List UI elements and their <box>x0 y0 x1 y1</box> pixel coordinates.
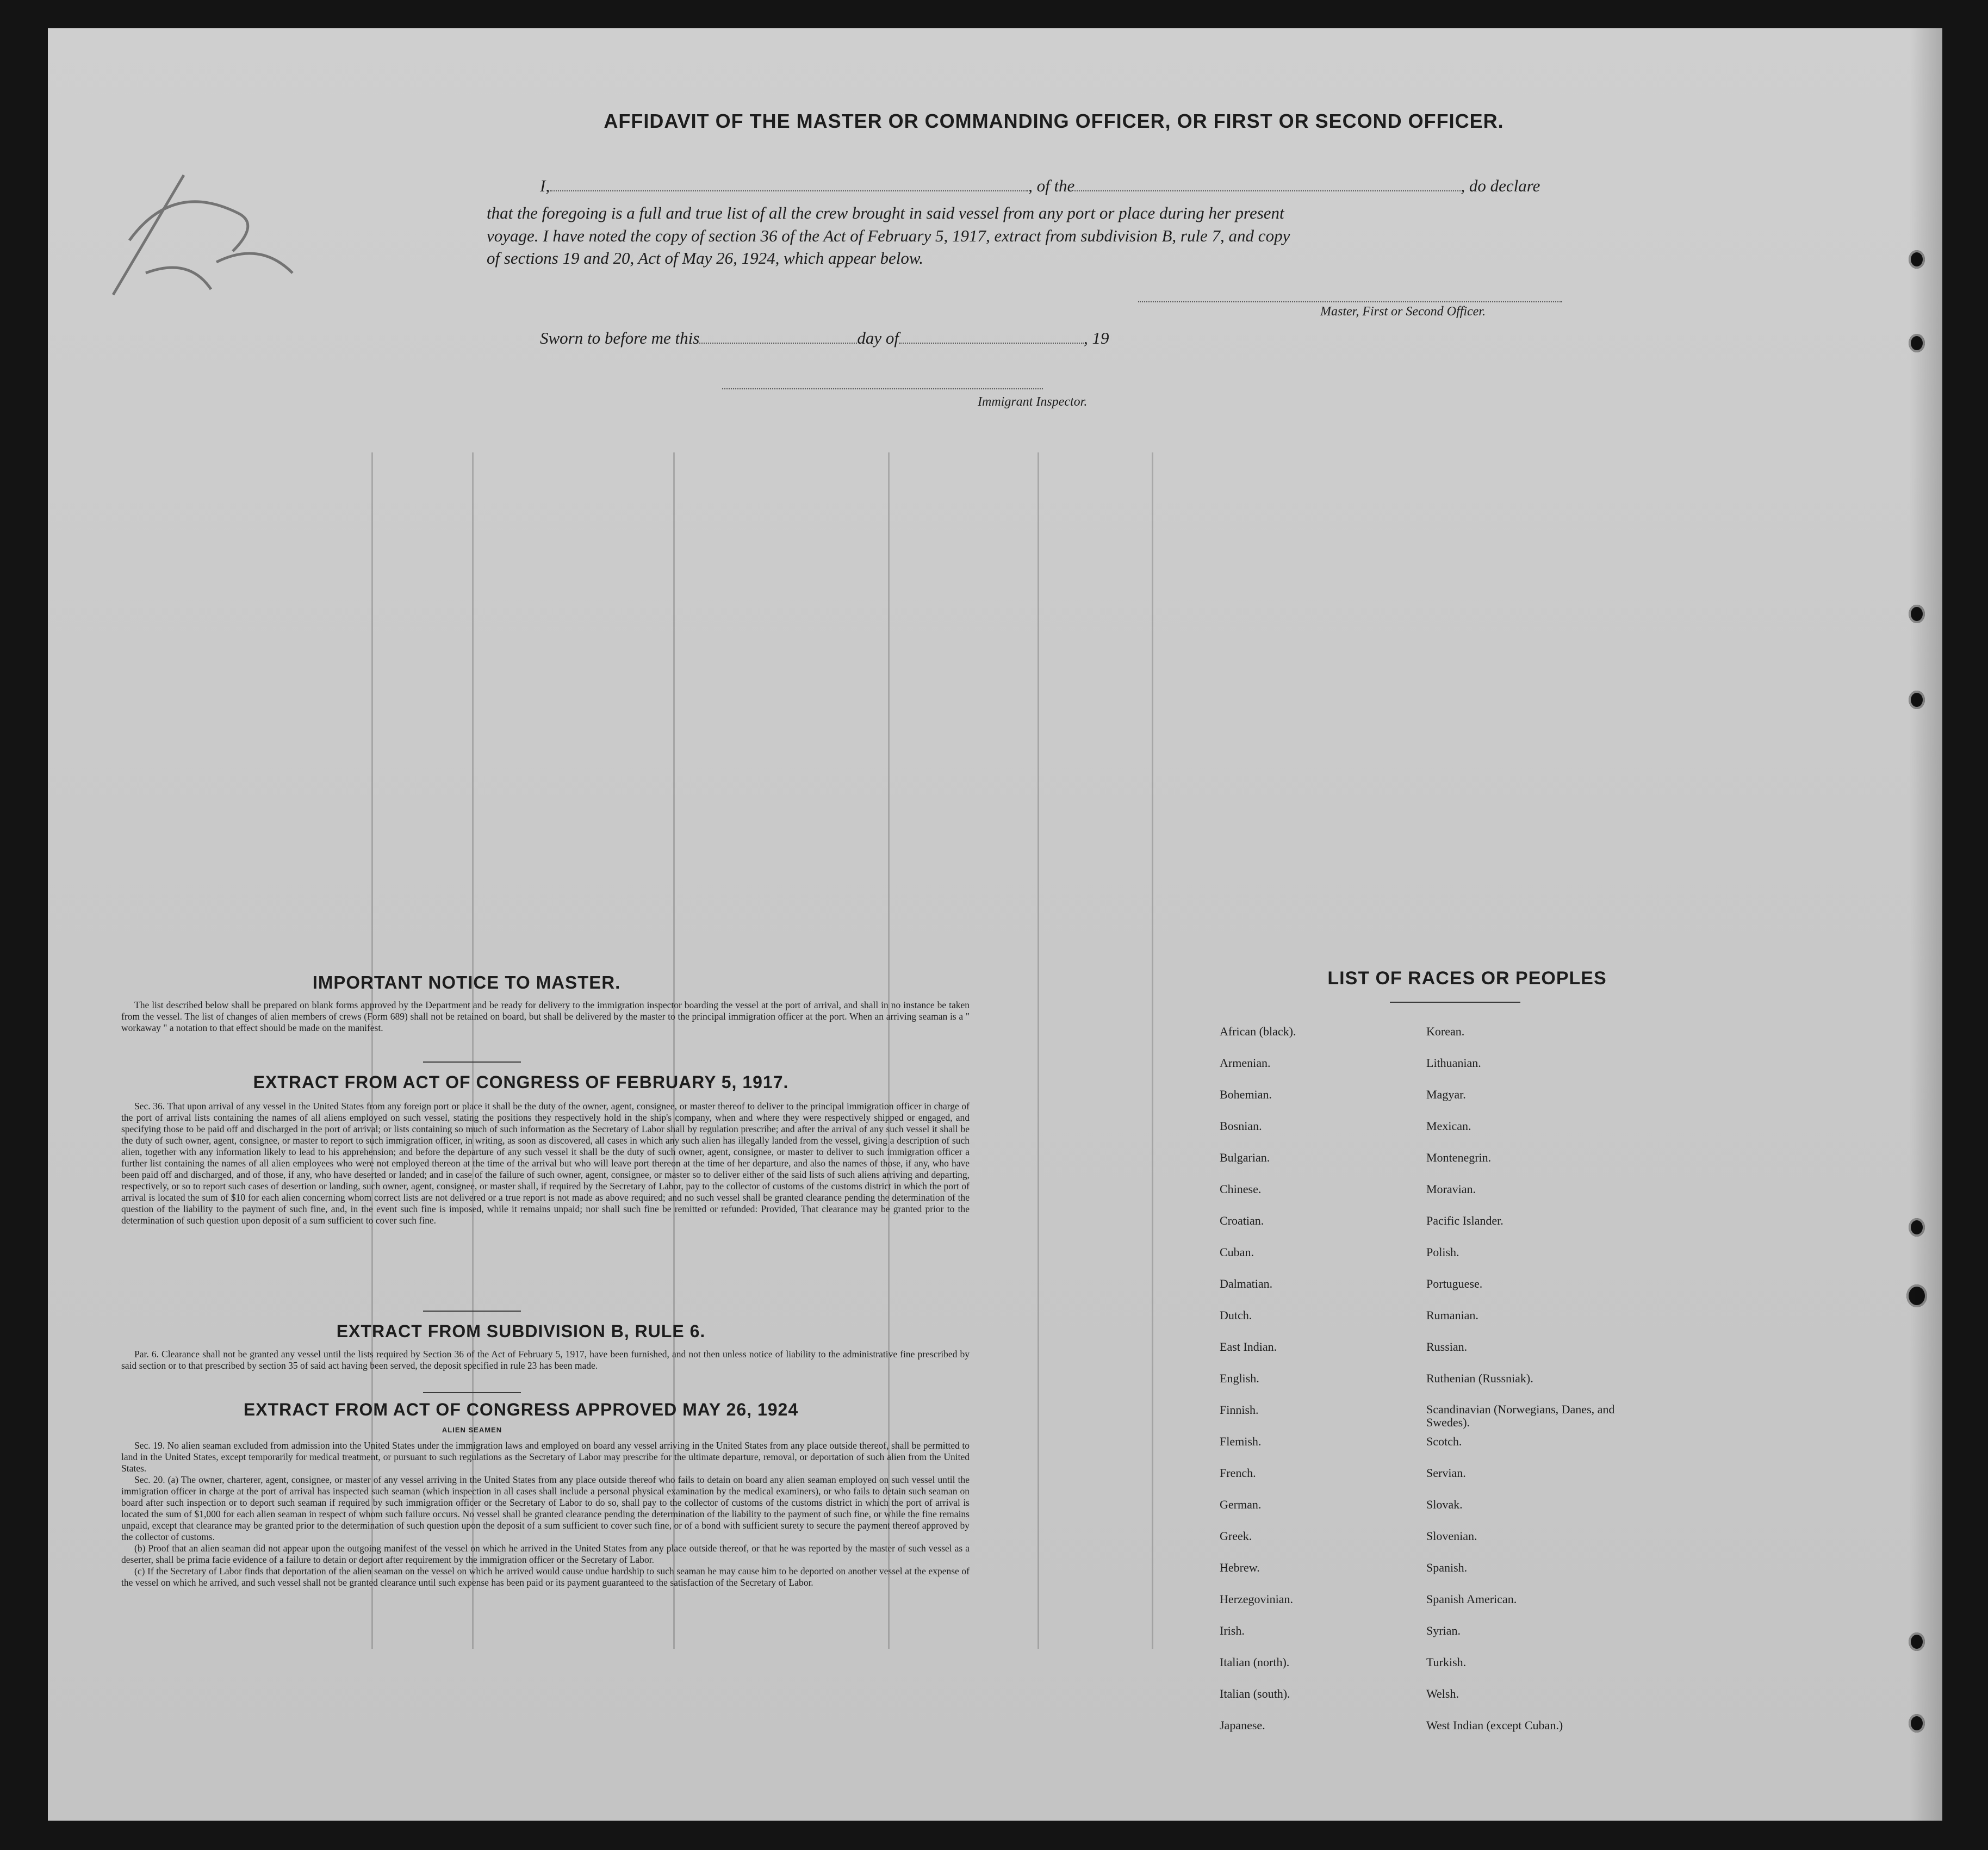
race-item: Magyar. <box>1426 1088 1466 1101</box>
race-item: African (black). <box>1220 1025 1296 1038</box>
extract-rule6-title: EXTRACT FROM SUBDIVISION B, RULE 6. <box>336 1321 706 1341</box>
race-item: Greek. <box>1220 1529 1252 1543</box>
notice-title: IMPORTANT NOTICE TO MASTER. <box>312 972 621 992</box>
extract-1924-text: Sec. 19. No alien seaman excluded from admission into the United States under the immigration laws and employed on board any vessel arriving in the United States from any place outside thereof, shall be permitted to land in the United States, except temporarily for medical treatment, or pursuant to such regulations as the Secretary of Labor may prescribe for the ultimate departure, removal, or deportation of such alien from the United States. Sec. 20. (a) The owner, charterer, agent, consignee, or master of any vessel arriving in the United States from any place outside thereof who fails to detain on board any alien seaman employed on such vessel until the immigration officer in charge at the port of arrival has inspected such seaman (which inspection in all cases shall include a personal physical examination by the medical examiners), or who fails to detain such seaman on board after such inspection or to deport such seaman if required by such immigration officer or the Secretary of Labor to do so, shall pay to the collector of customs of the customs district in which the port of arrival is located the sum of $1,000 for each alien seaman in respect of whom such failure occurs. No vessel shall be granted clearance pending the determination of the liability to the payment of such fine, or while the fine remains unpaid, except that clearance may be granted prior to the determination of such question upon the deposit of a sum sufficient to cover such fine, or of a bond with sufficient surety to secure the payment thereof approved by the collector of customs. (b) Proof that an alien seaman did not appear upon the outgoing manifest of the vessel on which he arrived in the United States from any place outside thereof, or that he was reported by the master of such vessel as a deserter, shall be prima facie evidence of a failure to detain or deport after requirement by the immigration officer or the Secretary of Labor. (c) If the Secretary of Labor finds that deportation of the alien seaman on the vessel on which he arrived would cause undue hardship to such seaman he may cause him to be deported on another vessel at the expense of the vessel on which he arrived, and such vessel shall not be granted clearance until such expense has been paid or its payment guaranteed to the satisfaction of the Secretary of Labor. <box>121 1440 970 1588</box>
race-item: Syrian. <box>1426 1624 1461 1637</box>
race-item: Scandinavian (Norwegians, Danes, and Swedes). <box>1426 1402 1615 1429</box>
race-item: Bosnian. <box>1220 1119 1262 1133</box>
race-item: Scotch. <box>1426 1435 1462 1448</box>
race-item: Korean. <box>1426 1025 1465 1038</box>
race-item: Welsh. <box>1426 1687 1459 1700</box>
divider <box>423 1311 521 1312</box>
race-item: Irish. <box>1220 1624 1245 1637</box>
race-item: Dutch. <box>1220 1308 1252 1322</box>
divider <box>423 1061 521 1063</box>
handwritten-mark <box>97 132 325 311</box>
bleed-line <box>1038 452 1039 1649</box>
race-item: Italian (south). <box>1220 1687 1290 1700</box>
race-item: East Indian. <box>1220 1340 1277 1354</box>
race-item: Rumanian. <box>1426 1308 1478 1322</box>
race-item: Finnish. <box>1220 1403 1259 1417</box>
race-item: Lithuanian. <box>1426 1056 1481 1070</box>
divider <box>1390 1002 1520 1003</box>
race-item: Slovak. <box>1426 1498 1463 1511</box>
race-item: Herzegovinian. <box>1220 1592 1293 1606</box>
page-edge-shadow <box>1910 28 1942 1821</box>
race-item: Portuguese. <box>1426 1277 1483 1290</box>
extract-1917-text: Sec. 36. That upon arrival of any vessel in the United States from any foreign port or place it shall be the duty of the owner, agent, consignee, or master thereof to deliver to the principal immigration officer in charge of the port of arrival lists containing the names of all aliens employed on such vessel, stating the positions they respectively hold in the ship's company, when and where they were respectively shipped or engaged, and specifying those to be paid off and discharged in the port of arrival; or lists containing so much of such information as the Secretary of Labor shall by regulation prescribe; and after the arrival of any such vessel it shall be the duty of such owner, agent, consignee, or master to report to such immigration officer, in writing, as soon as discovered, all cases in which any such alien has illegally landed from the vessel, giving a description of such alien, together with any information likely to lead to his apprehension; and before the departure of any such vessel it shall be the duty of such owner, agent, consignee, or master to deliver to such immigration officer a further list containing the names of all alien employees who were not employed thereon at the time of the arrival but who will leave port thereon at the time of her departure, and also the names of those, if any, who have been paid off and discharged, and of those, if any, who have deserted or landed; and in case of the failure of such owner, agent, consignee, or master so to deliver either of the said lists of such aliens arriving and departing, respectively, or so to report such cases of desertion or landing, such owner, agent, consignee, or master shall, if required by the Secretary of Labor, pay to the collector of customs of the customs district in which the port of arrival is located the sum of $10 for each alien concerning whom correct lists are not delivered or a true report is not made as above required; and no such vessel shall be granted clearance pending the determination of the question of the liability to the payment of such fine, and, in the event such fine is imposed, while it remains unpaid; nor shall such fine be remitted or refunded: Provided, That clearance may be granted prior to the determination of such question upon deposit of a sum sufficient to cover such fine. <box>121 1101 970 1226</box>
race-item: Pacific Islander. <box>1426 1214 1504 1227</box>
signature-label: Master, First or Second Officer. <box>1320 305 1486 319</box>
notice-text: The list described below shall be prepared on blank forms approved by the Department and be ready for delivery to the immigration inspector boarding the vessel at the port of arrival, and shall in no instance be taken from the vessel. The list of changes of alien members of crews (Form 689) shall not be retained on board, but shall be delivered by the master to the principal immigration officer at the port. When an arriving seaman is a " workaway " a notation to that effect should be made on the manifest. <box>121 1000 970 1033</box>
sworn-line: Sworn to before me this day of , 19 <box>540 328 1109 347</box>
race-item: Japanese. <box>1220 1718 1265 1732</box>
race-item: Turkish. <box>1426 1655 1467 1669</box>
race-item: Armenian. <box>1220 1056 1271 1070</box>
race-item: English. <box>1220 1371 1259 1385</box>
race-item: Chinese. <box>1220 1182 1262 1196</box>
race-item: German. <box>1220 1498 1262 1511</box>
affidavit-title: AFFIDAVIT OF THE MASTER OR COMMANDING OFFICER, OR FIRST OR SECOND OFFICER. <box>604 110 1504 132</box>
race-item: Servian. <box>1426 1466 1466 1480</box>
race-item: Croatian. <box>1220 1214 1264 1227</box>
race-item: West Indian (except Cuban.) <box>1426 1718 1563 1732</box>
bleed-line <box>1152 452 1153 1649</box>
race-item: Mexican. <box>1426 1119 1471 1133</box>
race-item: Polish. <box>1426 1245 1459 1259</box>
race-item: Russian. <box>1426 1340 1468 1354</box>
inspector-label: Immigrant Inspector. <box>978 395 1088 409</box>
divider <box>423 1392 521 1393</box>
race-item: Ruthenian (Russniak). <box>1426 1371 1533 1385</box>
extract-1917-title: EXTRACT FROM ACT OF CONGRESS OF FEBRUARY 5, 1917. <box>253 1072 789 1092</box>
document-page <box>48 28 1942 1821</box>
races-right-column <box>1426 1025 1655 1750</box>
extract-rule6-text: Par. 6. Clearance shall not be granted any vessel until the lists required by Section 36 of the Act of February 5, 1917, have been furnished, and not then unless notice of liability to the administrative fine prescribed by said section or to that prescribed by section 35 of said act having been served, the deposit specified in rule 23 has been made. <box>121 1349 970 1371</box>
race-item: Spanish American. <box>1426 1592 1517 1606</box>
affidavit-line-2: that the foregoing is a full and true list of all the crew brought in said vessel from any port or place during her present <box>487 203 1284 222</box>
race-item: Slovenian. <box>1426 1529 1477 1543</box>
race-item: Moravian. <box>1426 1182 1476 1196</box>
affidavit-line-1: I, , of the , do declare <box>540 176 1540 195</box>
inspector-signature-line <box>722 376 1043 389</box>
race-item: Montenegrin. <box>1426 1151 1492 1164</box>
affidavit-line-4: of sections 19 and 20, Act of May 26, 1924, which appear below. <box>487 249 924 268</box>
race-item: Cuban. <box>1220 1245 1254 1259</box>
race-item: Bulgarian. <box>1220 1151 1270 1164</box>
affidavit-line-3: voyage. I have noted the copy of section 36 of the Act of February 5, 1917, extract from subdivision B, rule 7, and copy <box>487 226 1290 245</box>
race-item: Bohemian. <box>1220 1088 1272 1101</box>
extract-1924-subtitle: ALIEN SEAMEN <box>442 1426 502 1434</box>
race-item: Hebrew. <box>1220 1561 1260 1574</box>
race-item: Spanish. <box>1426 1561 1468 1574</box>
race-item: Flemish. <box>1220 1435 1262 1448</box>
extract-1924-title: EXTRACT FROM ACT OF CONGRESS APPROVED MAY 26, 1924 <box>243 1400 799 1419</box>
race-item: Italian (north). <box>1220 1655 1290 1669</box>
races-title: LIST OF RACES OR PEOPLES <box>1327 968 1607 989</box>
race-item: French. <box>1220 1466 1256 1480</box>
race-item: Dalmatian. <box>1220 1277 1273 1290</box>
races-left-column <box>1220 1025 1426 1750</box>
signature-line <box>1138 289 1562 302</box>
